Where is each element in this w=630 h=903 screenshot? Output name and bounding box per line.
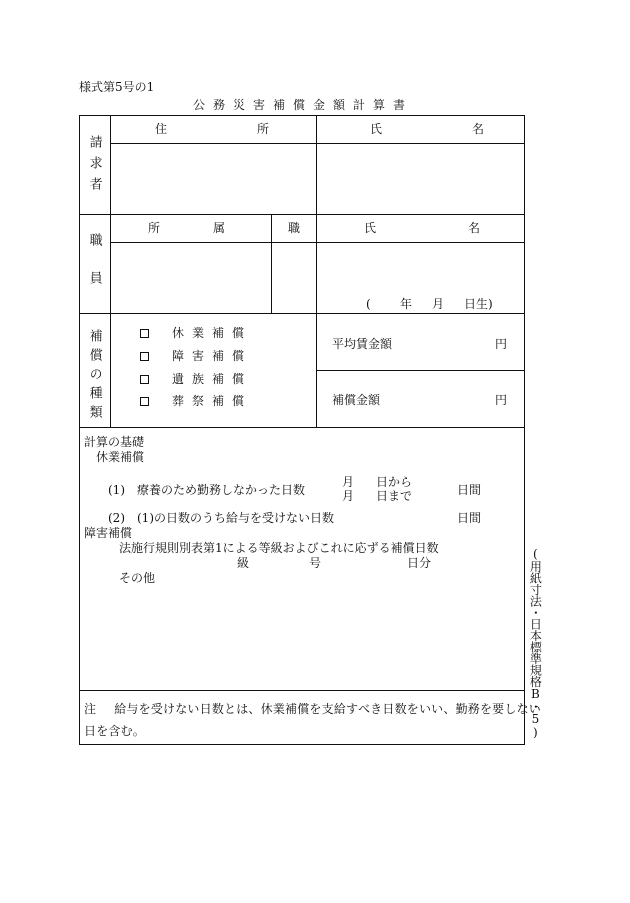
item-1-days-label: 日間: [457, 483, 482, 497]
leave-compensation-heading: 休業補償: [96, 450, 145, 464]
birth-year-label: 年: [400, 297, 413, 311]
item-1-label: (1): [108, 483, 125, 497]
center-column-divider: [316, 115, 317, 427]
form-number: 様式第5号の1: [79, 80, 155, 94]
left-label-divider: [110, 115, 111, 427]
calculation-section-top-line: [79, 427, 525, 428]
compensation-amount-label: 補償金額: [332, 393, 381, 407]
claimant-label: 請求者: [86, 135, 102, 198]
disability-compensation-label: 障害補償: [172, 349, 253, 363]
amount-divider-line: [316, 370, 525, 371]
note-line-1-text: 給与を受けない日数とは、休業補償を支給すべき日数をいい、勤務を要しない: [114, 702, 541, 716]
grade-label: 級: [237, 556, 250, 570]
staff-affiliation-label: 所属: [148, 221, 279, 235]
day-unit-label: 日分: [407, 556, 432, 570]
staff-section-top-line: [79, 214, 525, 215]
staff-position-label: 職: [288, 221, 301, 235]
birth-month-label: 月: [432, 297, 445, 311]
checkbox-disability-compensation[interactable]: [140, 352, 149, 361]
funeral-compensation-label: 葬祭補償: [172, 394, 253, 408]
checkbox-funeral-compensation[interactable]: [140, 397, 149, 406]
note-section-top-line: [79, 690, 525, 691]
from-day-label: 日から: [376, 475, 413, 489]
note-prefix: 注: [84, 702, 97, 716]
item-2-label: (2): [108, 511, 125, 525]
note-line-2: 日を含む。: [84, 724, 146, 738]
calculation-heading: 計算の基礎: [84, 435, 145, 449]
disability-compensation-heading: 障害補償: [84, 526, 133, 540]
checkbox-survivor-compensation[interactable]: [140, 375, 149, 384]
item-2-days-label: 日間: [457, 511, 482, 525]
staff-header-line: [110, 242, 525, 243]
birth-open-paren: (: [366, 297, 371, 311]
staff-name-label: 氏名: [364, 221, 573, 235]
main-form-frame: [79, 115, 525, 745]
staff-label: 職員: [86, 233, 102, 309]
leave-compensation-label: 休業補償: [172, 326, 253, 340]
item-1-text: 療養のため勤務しなかった日数: [137, 483, 306, 497]
to-day-label: 日まで: [376, 489, 413, 503]
claimant-address-label: 住所: [155, 122, 360, 136]
survivor-compensation-label: 遺族補償: [172, 372, 253, 386]
number-label: 号: [309, 556, 322, 570]
average-wage-currency: 円: [495, 337, 508, 351]
from-month-label: 月: [342, 475, 355, 489]
claimant-header-line: [110, 143, 525, 144]
compensation-section-top-line: [79, 313, 525, 314]
average-wage-label: 平均賃金額: [332, 337, 393, 351]
paper-size-note: (用紙寸法・日本標準規格B・5): [528, 547, 543, 739]
birth-day-label: 日生): [464, 297, 493, 311]
note-line-1: [84, 698, 541, 721]
document-title: 公務災害補償金額計算書: [193, 98, 414, 112]
claimant-name-label: 氏名: [370, 122, 575, 136]
disability-rule-text: 法施行規則別表第1による等級およびこれに応ずる補償日数: [119, 541, 439, 555]
compensation-type-label: 補償の種類: [86, 329, 102, 424]
item-2-text: (1)の日数のうち給与を受けない日数: [137, 511, 334, 525]
compensation-amount-currency: 円: [495, 393, 508, 407]
other-label: その他: [119, 571, 156, 585]
to-month-label: 月: [342, 489, 355, 503]
checkbox-leave-compensation[interactable]: [140, 329, 149, 338]
